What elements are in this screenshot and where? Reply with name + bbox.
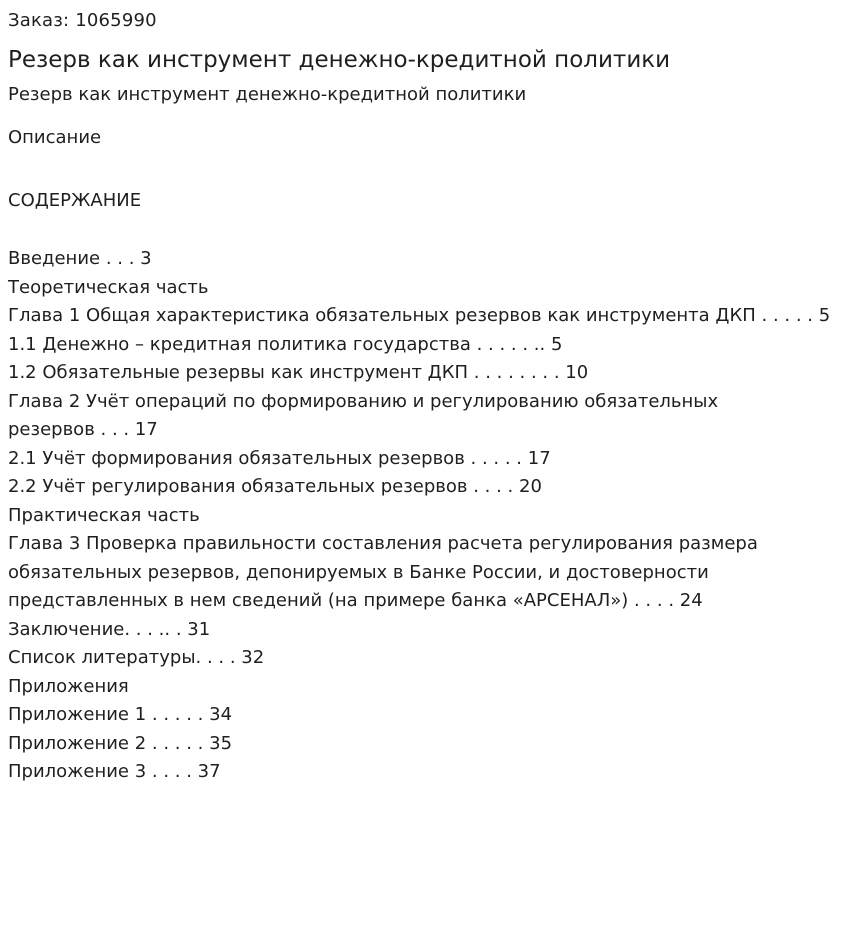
toc-item: Введение . . . 3: [8, 248, 152, 269]
toc-item: Глава 2 Учёт операций по формированию и регулированию обязательных резервов . . . 17: [8, 390, 719, 440]
toc-item: Заключение. . . .. . 31: [8, 618, 211, 640]
toc-item: 2.2 Учёт регулирования обязательных резервов . . . . 20: [8, 476, 542, 497]
order-number: Заказ: 1065990: [8, 10, 157, 31]
toc-item: Приложения: [8, 675, 129, 697]
toc-item: Приложение 1 . . . . . 34: [8, 704, 233, 725]
page-subtitle: Резерв как инструмент денежно-кредитной политики: [8, 84, 527, 105]
toc-item: 2.1 Учёт формирования обязательных резервов . . . . . 17: [8, 447, 551, 469]
toc-item: Практическая часть: [8, 504, 200, 526]
page-title: Резерв как инструмент денежно-кредитной политики: [8, 47, 671, 73]
toc-item: 1.1 Денежно – кредитная политика государства . . . . . .. 5: [8, 333, 563, 355]
toc-item: Глава 3 Проверка правильности составления расчета регулирования размера обязательных резервов, депонируемых в Банке России, и достоверности представленных в нем сведений (на примере банка «АРСЕНАЛ») . . . . 24: [8, 533, 758, 611]
toc-item: 1.2 Обязательные резервы как инструмент ДКП . . . . . . . . 10: [8, 362, 589, 383]
toc-item: Приложение 3 . . . . 37: [8, 761, 221, 782]
description-label: Описание: [8, 127, 102, 148]
toc-item: Глава 1 Общая характеристика обязательных резервов как инструмента ДКП . . . . . 5: [8, 305, 831, 326]
toc-item: Приложение 2 . . . . . 35: [8, 732, 233, 754]
toc-item: Теоретическая часть: [8, 276, 209, 298]
table-of-contents: [8, 245, 838, 787]
toc-heading: СОДЕРЖАНИЕ: [8, 190, 142, 211]
toc-item: Список литературы. . . . 32: [8, 647, 265, 668]
